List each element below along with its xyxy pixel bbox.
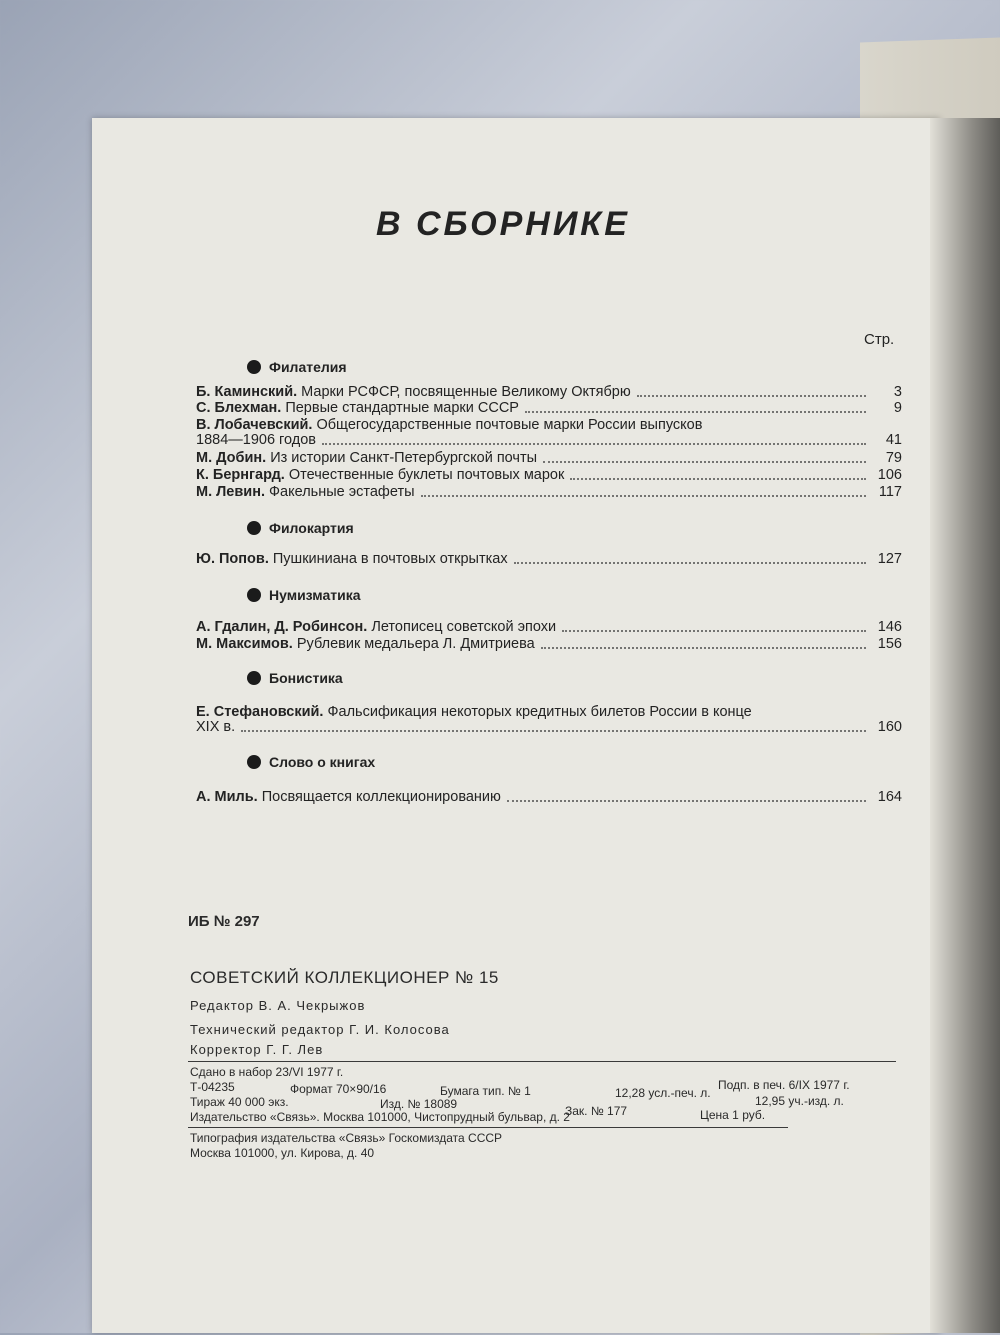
bullet-icon (247, 521, 261, 535)
imprint-line: 12,28 усл.-печ. л. (615, 1086, 711, 1100)
editor: Редактор В. А. Чекрыжов (190, 998, 366, 1013)
tech-editor: Технический редактор Г. И. Колосова (190, 1022, 450, 1037)
imprint-line: Формат 70×90/16 (290, 1082, 387, 1096)
section-filokartiya: Филокартия (247, 520, 354, 536)
corrector: Корректор Г. Г. Лев (190, 1042, 324, 1057)
toc-entry: М. Максимов. Рублевик медальера Л. Дмитриева 156 (196, 636, 902, 652)
ib-number: ИБ № 297 (188, 913, 260, 930)
imprint-line: Подп. в печ. 6/IX 1977 г. (718, 1078, 850, 1092)
toc-entry: М. Добин. Из истории Санкт-Петербургской почты 79 (196, 450, 902, 466)
toc-entry: А. Гдалин, Д. Робинсон. Летописец советской эпохи 146 (196, 619, 902, 635)
bullet-icon (247, 360, 261, 374)
page-title: В СБОРНИКЕ (376, 205, 630, 243)
toc-entry: Е. Стефановский. Фальсификация некоторых кредитных билетов России в конце XIX в. 160 (196, 704, 902, 735)
imprint-line: Тираж 40 000 экз. (190, 1095, 289, 1109)
bullet-icon (247, 671, 261, 685)
toc-entry: М. Левин. Факельные эстафеты 117 (196, 484, 902, 500)
imprint-line: Т-04235 (190, 1080, 235, 1094)
section-filately: Филателия (247, 359, 347, 375)
bullet-icon (247, 755, 261, 769)
page-edge (930, 118, 1000, 1333)
toc-entry: Ю. Попов. Пушкиниана в почтовых открытках 127 (196, 551, 902, 567)
imprint-line: Издательство «Связь». Москва 101000, Чистопрудный бульвар, д. 2 (190, 1110, 570, 1124)
printer-line: Типография издательства «Связь» Госкомиздата СССР (190, 1131, 503, 1145)
printer-line: Москва 101000, ул. Кирова, д. 40 (190, 1146, 375, 1160)
toc-entry: Б. Каминский. Марки РСФСР, посвященные Великому Октябрю 3 (196, 384, 902, 400)
imprint-line: 12,95 уч.-изд. л. (755, 1094, 844, 1108)
bullet-icon (247, 588, 261, 602)
imprint-line: Изд. № 18089 (380, 1097, 458, 1111)
imprint-line: Сдано в набор 23/VI 1977 г. (190, 1065, 344, 1079)
divider (188, 1061, 896, 1062)
imprint-line: Бумага тип. № 1 (440, 1084, 531, 1098)
imprint-line: Цена 1 руб. (700, 1108, 766, 1122)
page-column-header: Стр. (864, 331, 895, 348)
toc-entry: С. Блехман. Первые стандартные марки СССР 9 (196, 400, 902, 416)
section-bonistika: Бонистика (247, 670, 343, 686)
section-books: Слово о книгах (247, 754, 375, 770)
toc-entry: К. Бернгард. Отечественные буклеты почтовых марок 106 (196, 467, 902, 483)
divider (188, 1127, 788, 1128)
toc-entry: В. Лобачевский. Общегосударственные почтовые марки России выпусков 1884—1906 годов 41 (196, 417, 902, 448)
imprint-line: Зак. № 177 (565, 1104, 628, 1118)
toc-entry: А. Миль. Посвящается коллекционированию 164 (196, 789, 902, 805)
section-numismatics: Нумизматика (247, 587, 361, 603)
book-title: СОВЕТСКИЙ КОЛЛЕКЦИОНЕР № 15 (190, 968, 499, 987)
